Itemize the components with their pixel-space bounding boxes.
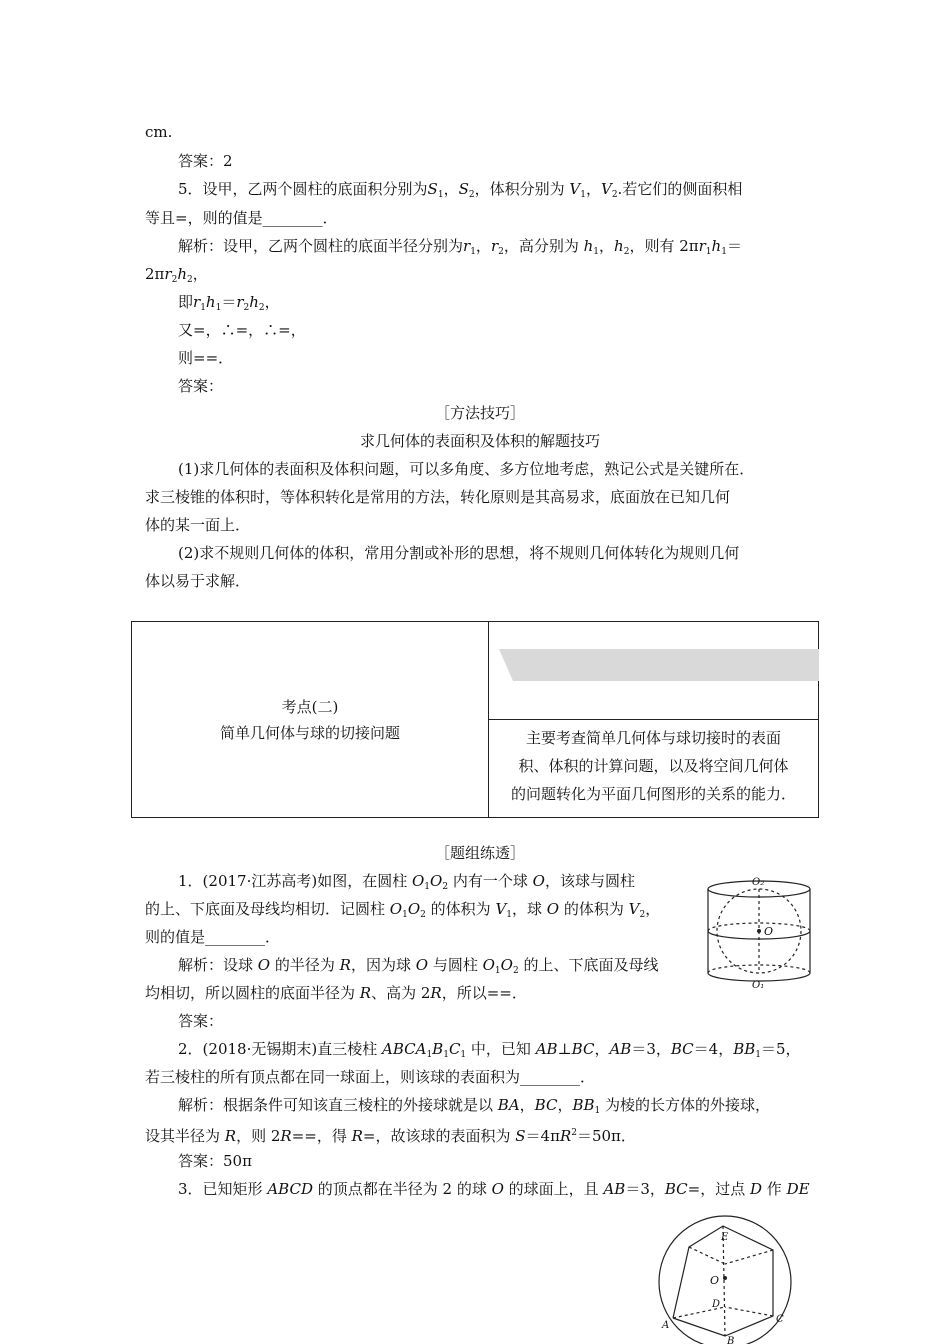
section-subheading: 求几何体的表面积及体积的解题技巧 <box>359 432 600 450</box>
section-heading: ［题组练透］ <box>434 844 525 862</box>
answer-line: 答案： <box>178 377 224 395</box>
topic-table <box>131 621 819 818</box>
label-A: A <box>662 1320 670 1331</box>
text-line: 求三棱锥的体积时，等体积转化是常用的方法，转化原则是其高易求，底面放在已知几何 <box>145 488 731 506</box>
problem-5: 5．设甲，乙两个圆柱的底面积分别为$S_1$，$S_2$，体积分别为 $V_1$，$V_2$.若它们的侧面积相 <box>178 180 743 200</box>
label-D: D <box>712 1299 721 1310</box>
answer-line: 答案：50π <box>178 1152 252 1170</box>
problem-2: 2．(2018·无锡期末)直三棱柱 $ABCA_1B_1C_1$ 中，已知 AB⊥BC，AB＝3，BC＝4，$BB_1=5$， <box>178 1040 801 1060</box>
label-O1: O₁ <box>752 980 765 990</box>
text-line: 设其半径为 R，则 2R==，得 R=，故该球的表面积为 $S=4\pi R^2=50\pi$． <box>145 1127 636 1145</box>
text-line: 若三棱柱的所有顶点都在同一球面上，则该球的表面积为________． <box>145 1068 596 1086</box>
answer-line: 答案：2 <box>178 152 233 170</box>
banner-graphic <box>499 649 819 681</box>
topic-name: 简单几何体与球的切接问题 <box>219 723 400 742</box>
label-B: B <box>727 1336 735 1344</box>
text-line: 则==． <box>178 349 234 367</box>
text-line: 则的值是________． <box>145 928 281 946</box>
text-line: (1)求几何体的表面积及体积问题，可以多角度、多方位地考虑，熟记公式是关键所在． <box>178 460 755 478</box>
solution-line: 解析：根据条件可知该直三棱柱的外接球就是以 BA，BC，$BB_1$ 为棱的长方体的外接球， <box>178 1096 771 1116</box>
problem-1: 1．(2017·江苏高考)如图，在圆柱 $O_1O_2$ 内有一个球 O，该球与圆柱 <box>178 872 635 892</box>
label-O2: O₂ <box>752 877 765 888</box>
text-line: 即$r_1h_1=r_2h_2$， <box>178 293 280 313</box>
topic-title-cell <box>132 622 488 817</box>
text-line: 等且=，则的值是________． <box>145 209 338 227</box>
problem-3: 3．已知矩形 ABCD 的顶点都在半径为 2 的球 O 的球面上，且 AB＝3，BC=，过点 D 作 DE <box>178 1180 810 1198</box>
text-line: 体以易于求解． <box>145 572 251 590</box>
answer-line: 答案： <box>178 1012 224 1030</box>
label-O: O <box>764 925 774 938</box>
cylinder-sphere-figure <box>700 872 818 990</box>
text-line: $2\pi r_2h_2$， <box>145 265 208 285</box>
sphere-figure <box>655 1212 795 1344</box>
solution-line: 解析：设球 O 的半径为 R，因为球 O 与圆柱 $O_1O_2$ 的上、下底面及母线 <box>178 956 659 976</box>
section-heading: ［方法技巧］ <box>434 404 525 422</box>
text-line: 又=，∴=，∴=， <box>178 321 306 339</box>
label-O: O <box>710 1274 720 1287</box>
solution-line: 解析：设甲，乙两个圆柱的底面半径分别为$r_1$，$r_2$，高分别为 $h_1$，$h_2$，则有 $2\pi r_1h_1=$ <box>178 237 742 257</box>
text-line: 均相切，所以圆柱的底面半径为 R、高为 2R，所以==． <box>145 984 527 1002</box>
text-line: 的上、下底面及母线均相切．记圆柱 $O_1O_2$ 的体积为 $V_1$，球 O 的体积为 $V_2$， <box>145 900 661 920</box>
text-line: (2)求不规则几何体的体积，常用分割或补形的思想，将不规则几何体转化为规则几何 <box>178 544 740 562</box>
label-E: E <box>721 1232 729 1243</box>
text-line: 体的某一面上． <box>145 516 251 534</box>
topic-description: 主要考查简单几何体与球切接时的表面 积、体积的计算问题，以及将空间几何体 的问题转化为平面几何图形的关系的能力． <box>510 729 796 803</box>
text-line: cm. <box>145 123 173 141</box>
label-C: C <box>776 1314 784 1325</box>
topic-number: 考点(二) <box>281 697 339 716</box>
